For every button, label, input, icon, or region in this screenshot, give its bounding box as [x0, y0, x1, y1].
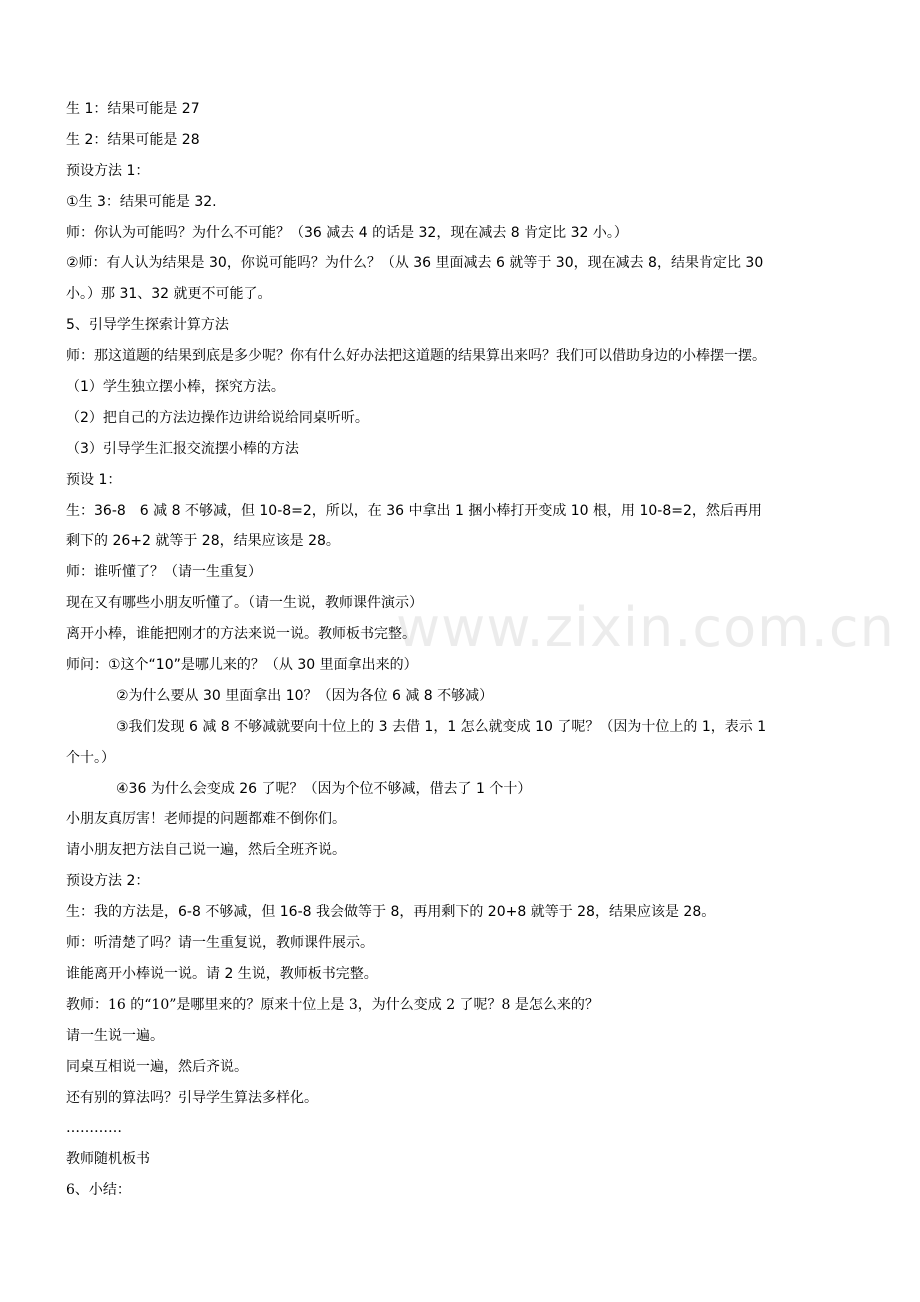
text-line: 还有别的算法吗？引导学生算法多样化。	[66, 1089, 318, 1106]
text-line: ③我们发现 6 减 8 不够减就要向十位上的 3 去借 1，1 怎么就变成 10 了呢？（因为十位上的 1，表示 1	[116, 718, 767, 735]
text-line: （2）把自己的方法边操作边讲给说给同桌听听。	[66, 409, 369, 426]
text-line: 师：你认为可能吗？为什么不可能？（36 减去 4 的话是 32，现在减去 8 肯定比 32 小。）	[66, 224, 628, 241]
watermark: www.zixin.com.cn	[396, 596, 895, 659]
document-body	[66, 94, 866, 1206]
text-line: 生：我的方法是，6-8 不够减，但 16-8 我会做等于 8，再用剩下的 20+8 就等于 28，结果应该是 28。	[66, 904, 716, 921]
text-line: 请小朋友把方法自己说一遍，然后全班齐说。	[66, 842, 346, 859]
text-line: 师：谁听懂了？（请一生重复）	[66, 564, 262, 581]
text-line: （3）引导学生汇报交流摆小棒的方法	[66, 440, 299, 457]
text-line: 谁能离开小棒说一说。请 2 生说，教师板书完整。	[66, 965, 378, 982]
text-line: ④36 为什么会变成 26 了呢？（因为个位不够减，借去了 1 个十）	[116, 780, 532, 797]
text-line: 生 1：结果可能是 27	[66, 101, 200, 117]
text-line: 剩下的 26+2 就等于 28，结果应该是 28。	[66, 533, 340, 550]
text-line: …………	[66, 1120, 122, 1137]
text-line: 师问：①这个“10”是哪儿来的？（从 30 里面拿出来的）	[66, 657, 418, 674]
text-line: 师：听清楚了吗？请一生重复说，教师课件展示。	[66, 935, 374, 952]
text-line: 预设方法 1：	[66, 162, 150, 179]
text-line: 请一生说一遍。	[66, 1027, 164, 1044]
text-line: （1）学生独立摆小棒，探究方法。	[66, 379, 285, 396]
text-line: 教师随机板书	[66, 1151, 150, 1168]
text-line: 生：36-8 6 减 8 不够减，但 10-8=2，所以，在 36 中拿出 1 捆小棒打开变成 10 根，用 10-8=2，然后再用	[66, 502, 762, 519]
text-line: 师：那这道题的结果到底是多少呢？你有什么好办法把这道题的结果算出来吗？我们可以借助身边的小棒摆一摆。	[66, 348, 766, 365]
text-line: 生 2：结果可能是 28	[66, 131, 200, 148]
text-line: 同桌互相说一遍，然后齐说。	[66, 1058, 248, 1075]
text-line: 现在又有哪些小朋友听懂了。（请一生说，教师课件演示）	[66, 595, 423, 612]
text-line: 小。）那 31、32 就更不可能了。	[66, 286, 272, 303]
text-line: 小朋友真厉害！老师提的问题都难不倒你们。	[66, 811, 346, 828]
text-line: ①生 3：结果可能是 32.	[66, 193, 217, 210]
text-line: 6、小结：	[66, 1182, 131, 1199]
text-line: ②为什么要从 30 里面拿出 10？（因为各位 6 减 8 不够减）	[116, 687, 494, 704]
text-line: 5、引导学生探索计算方法	[66, 317, 229, 334]
text-line: 个十。）	[66, 749, 115, 766]
text-line: 教师：16 的“10”是哪里来的？原来十位上是 3，为什么变成 2 了呢？8 是怎么来的？	[66, 996, 599, 1013]
text-line: 预设 1：	[66, 471, 122, 488]
text-line: ②师：有人认为结果是 30，你说可能吗？为什么？（从 36 里面减去 6 就等于 30，现在减去 8，结果肯定比 30	[66, 255, 764, 272]
text-line: 离开小棒，谁能把刚才的方法来说一说。教师板书完整。	[66, 626, 416, 643]
text-line: 预设方法 2：	[66, 873, 150, 890]
